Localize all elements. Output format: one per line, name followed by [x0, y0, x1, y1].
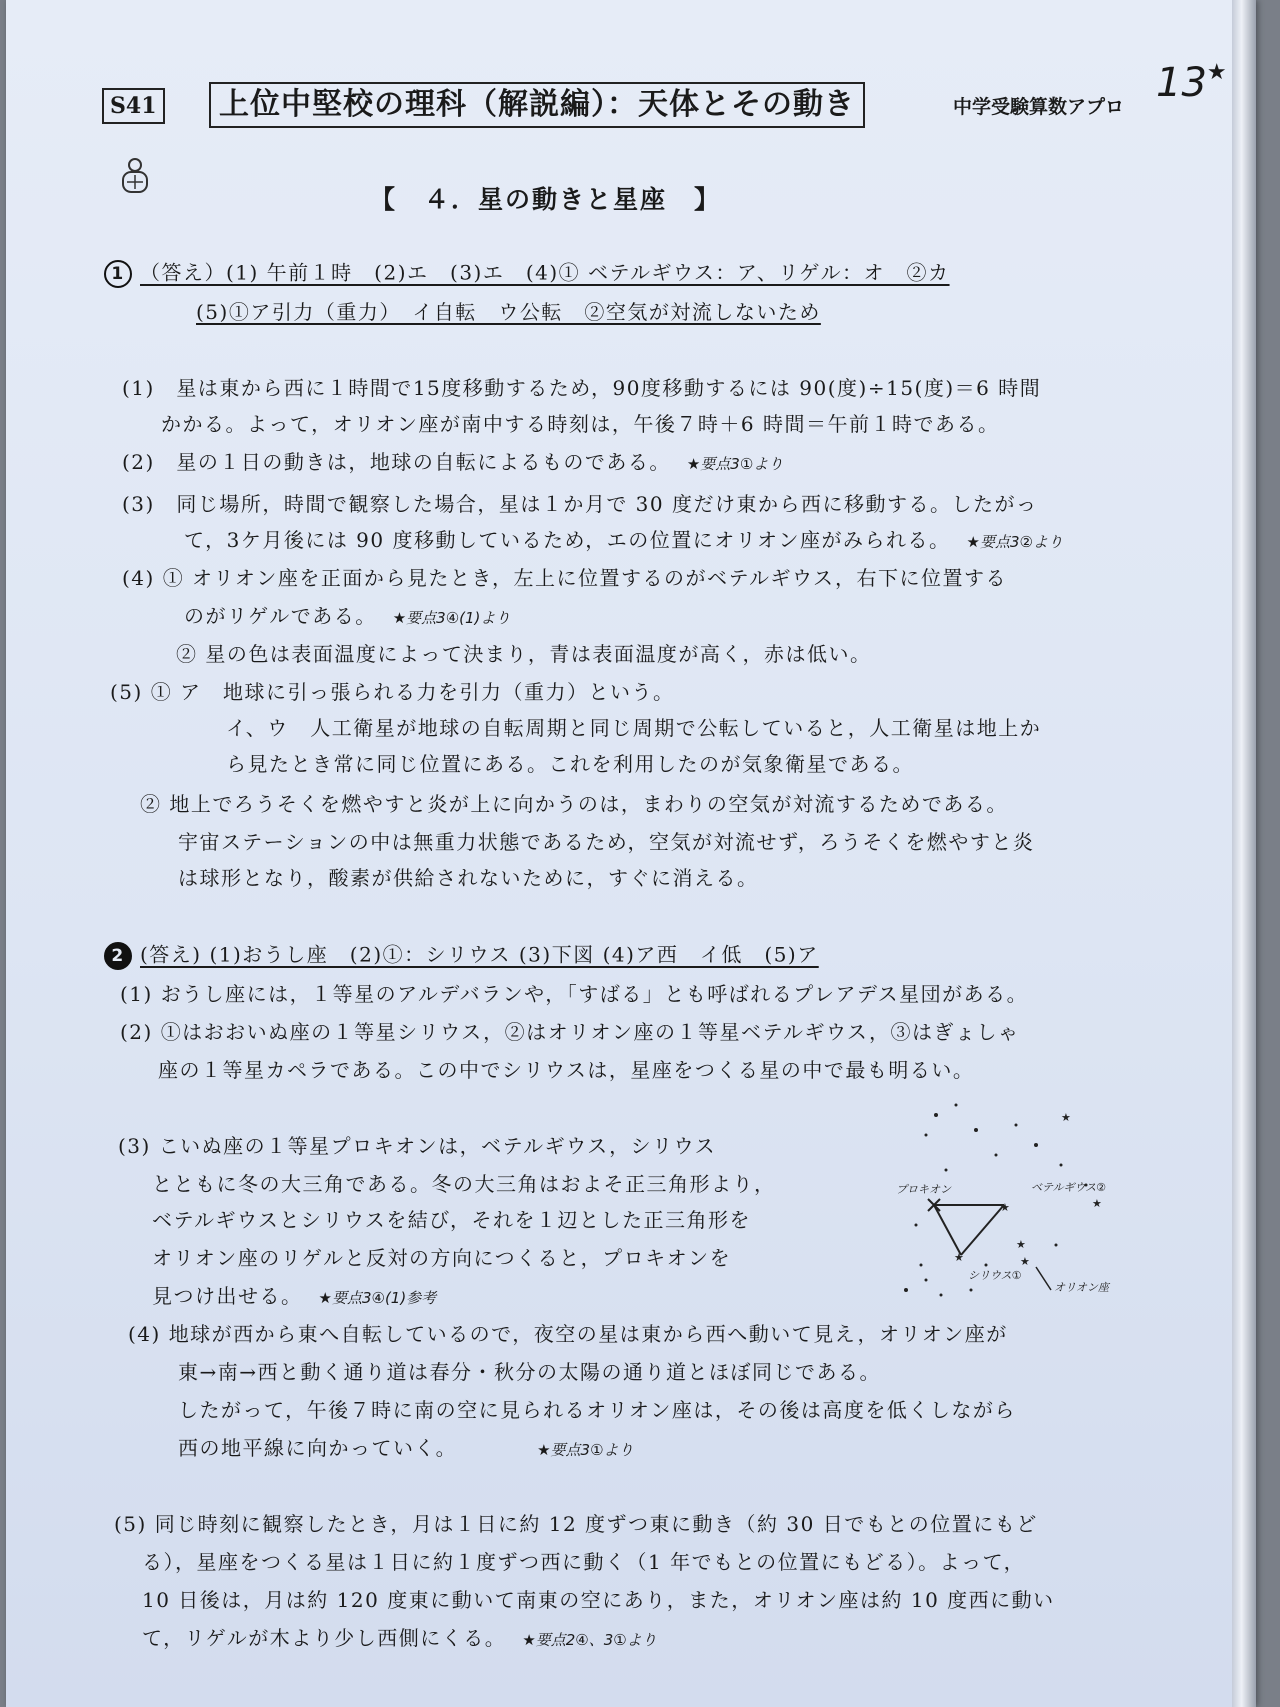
q1-text-line: ② 地上でろうそくを燃やすと炎が上に向かうのは，まわりの空気が対流するためである。 [140, 792, 1008, 816]
svg-text:★: ★ [1000, 1201, 1010, 1214]
q1-text-line: (1) 星は東から西に１時間で15度移動するため，90度移動するには 90(度)÷15(度)＝6 時間 [122, 376, 1042, 400]
q2-text-line: 10 日後は，月は約 120 度東に動いて南東の空にあり，また，オリオン座は約 10 度西に動い [142, 1588, 1055, 1612]
q2-text-line: とともに冬の大三角である。冬の大三角はおよそ正三角形より， [152, 1172, 776, 1196]
q1-answer-line-1: 1 （答え）(1) 午前１時 (2)エ (3)エ (4)① ベテルギウス：ア、リゲル：オ ②カ [104, 260, 950, 288]
triangle-lines [934, 1205, 1004, 1255]
q2-text-line: る），星座をつくる星は１日に約１度ずつ西に動く（1 年でもとの位置にもどる）。よって， [142, 1550, 1026, 1574]
handwritten-note: ★要点3④(1)より [392, 609, 511, 627]
handwritten-note: ★要点2④、3①より [522, 1631, 657, 1649]
star-dots [904, 1104, 1088, 1297]
q2-text-line: (2) ①はおおいぬ座の１等星シリウス，②はオリオン座の１等星ベテルギウス，③はぎょしゃ [120, 1020, 1020, 1044]
section-heading: 【 ４．星の動きと星座 】 [370, 185, 722, 214]
q1-text-line: は球形となり，酸素が供給されないために，すぐに消える。 [178, 866, 759, 890]
q2-text-line: (3) こいぬ座の１等星プロキオンは，ベテルギウス，シリウス [118, 1134, 717, 1158]
q1-text-line: ② 星の色は表面温度によって決まり，青は表面温度が高く，赤は低い。 [176, 642, 872, 666]
q2-text-line: 東→南→西と動く通り道は春分・秋分の太陽の通り道とほぼ同じである。 [178, 1360, 882, 1384]
orion-label: オリオン座 [1054, 1281, 1109, 1294]
q2-text-line: ベテルギウスとシリウスを結び，それを１辺とした正三角形を [152, 1208, 751, 1232]
q1-text-line: かかる。よって，オリオン座が南中する時刻は，午後７時＋6 時間＝午前１時である。 [161, 412, 1000, 436]
q1-text-line: (2) 星の１日の動きは，地球の自転によるものである。 ★要点3①より [122, 450, 784, 474]
q2-text-line: 座の１等星カペラである。この中でシリウスは，星座をつくる星の中で最も明るい。 [158, 1058, 975, 1082]
q2-text-line: 見つけ出せる。 ★要点3④(1)参考 [152, 1284, 437, 1308]
q2-text-line: (1) おうし座には，１等星のアルデバランや，「すばる」とも呼ばれるプレアデス星団がある。 [120, 982, 1029, 1006]
publisher-name: 中学受験算数アプロ [953, 96, 1125, 118]
svg-text:★: ★ [1092, 1197, 1102, 1210]
q2-text-line: したがって，午後７時に南の空に見られるオリオン座は，その後は高度を低くしながら [178, 1398, 1016, 1422]
stamp-icon [118, 156, 152, 200]
svg-text:★: ★ [1016, 1238, 1026, 1251]
svg-text:★: ★ [1061, 1111, 1071, 1124]
q1-text-line: (5) ① ア 地球に引っ張られる力を引力（重力）という。 [110, 680, 675, 704]
q1-answer-line-2: (5)①ア引力（重力） イ自転 ウ公転 ②空気が対流しないため [196, 300, 821, 324]
q2-text-line: 西の地平線に向かっていく。 ★要点3①より [178, 1436, 634, 1460]
q1-text-line: イ、ウ 人工衛星が地球の自転周期と同じ周期で公転していると，人工衛星は地上か [226, 716, 1042, 740]
q1-text-line: (3) 同じ場所，時間で観察した場合，星は１か月で 30 度だけ東から西に移動する。したがっ [122, 492, 1038, 516]
q2-text-line: オリオン座のリゲルと反対の方向につくると，プロキオンを [152, 1246, 732, 1270]
q2-text-line: て，リゲルが木より少し西側にくる。 ★要点2④、3①より [142, 1626, 657, 1650]
document-title: 上位中堅校の理科（解説編）：天体とその動き [209, 82, 865, 128]
q1-text-line: (4) ① オリオン座を正面から見たとき，左上に位置するのがベテルギウス，右下に位置する [122, 566, 1008, 590]
handwritten-page-number: 13★ [1156, 60, 1227, 106]
svg-text:★: ★ [1020, 1255, 1030, 1268]
betelgeuse-label: ベテルギウス② [1031, 1181, 1106, 1194]
page-edge [1232, 0, 1256, 1707]
q2-answer-line: 2 (答え) (1)おうし座 (2)①：シリウス (3)下図 (4)ア西 イ低 (5)ア [104, 942, 819, 970]
q1-text-line: 宇宙ステーションの中は無重力状態であるため，空気が対流せず，ろうそくを燃やすと炎 [178, 830, 1035, 854]
document-code: S41 [102, 88, 165, 124]
sirius-label: シリウス① [968, 1269, 1022, 1282]
winter-triangle-diagram [886, 1095, 1146, 1305]
handwritten-note: ★要点3④(1)参考 [318, 1289, 437, 1307]
q2-number-badge: 2 [104, 942, 132, 970]
q1-text-line: て，3ケ月後には 90 度移動しているため，エの位置にオリオン座がみられる。 ★要点3②より [184, 528, 1063, 552]
q1-text-line: ら見たとき常に同じ位置にある。これを利用したのが気象衛星である。 [226, 752, 914, 776]
svg-text:★: ★ [954, 1251, 964, 1264]
q2-text-line: (4) 地球が西から東へ自転しているので，夜空の星は東から西へ動いて見え，オリオン座が [128, 1322, 1008, 1346]
worksheet-page [6, 0, 1256, 1707]
handwritten-note: ★要点3①より [686, 455, 784, 473]
q1-number-badge: 1 [104, 260, 132, 288]
handwritten-note: ★要点3②より [966, 533, 1063, 551]
handwritten-note: ★要点3①より [537, 1441, 634, 1459]
q2-text-line: (5) 同じ時刻に観察したとき，月は１日に約 12 度ずつ東に動き（約 30 日でもとの位置にもど [114, 1512, 1038, 1536]
q1-text-line: のがリゲルである。 ★要点3④(1)より [184, 604, 511, 628]
procyon-label: プロキオン [896, 1183, 951, 1196]
